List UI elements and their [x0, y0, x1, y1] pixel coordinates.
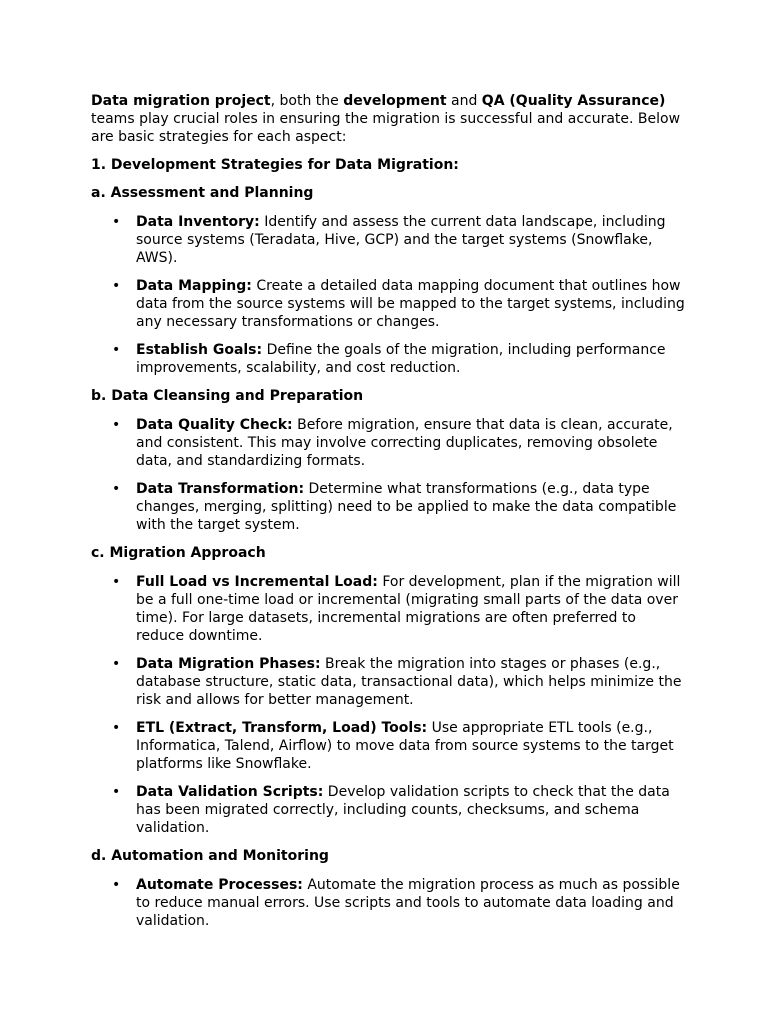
item-label: Automate Processes: [136, 877, 303, 893]
intro-text-1: , both the [270, 93, 344, 109]
intro-development-term: development [343, 93, 447, 109]
item-text: Identify and assess the current data landscape, including source systems (Teradata, Hive, GCP) and the target systems (Snowflake, AWS). [136, 214, 666, 266]
item-text: For development, plan if the migration will be a full one-time load or incremental (migrating small parts of the data over time). For large datasets, incremental migrations are often preferred to reduce downtime. [136, 574, 681, 644]
section-b-heading: b. Data Cleansing and Preparation [91, 388, 364, 404]
list-item [136, 655, 686, 709]
section-c-heading: c. Migration Approach [91, 545, 266, 561]
list-item [136, 719, 686, 773]
item-text: Define the goals of the migration, including performance improvements, scalability, and cost reduction. [136, 342, 666, 376]
item-text: Develop validation scripts to check that the data has been migrated correctly, including counts, checksums, and schema validation. [136, 784, 670, 836]
item-text: Create a detailed data mapping document that outlines how data from the source systems will be mapped to the target systems, including any necessary transformations or changes. [136, 278, 685, 330]
item-label: Data Mapping: [136, 278, 252, 294]
intro-qa-term: QA (Quality Assurance) [481, 93, 666, 109]
list-item [136, 416, 686, 470]
item-text: Break the migration into stages or phases (e.g., database structure, static data, transactional data), which helps minimize the risk and allows for better management. [136, 656, 682, 708]
item-label: ETL (Extract, Transform, Load) Tools: [136, 720, 428, 736]
intro-text-3: teams play crucial roles in ensuring the migration is successful and accurate. Below are basic strategies for each aspect: [91, 111, 681, 145]
item-label: Establish Goals: [136, 342, 263, 358]
list-item [136, 341, 686, 377]
section-a-list [91, 213, 686, 377]
list-item [136, 277, 686, 331]
intro-project-term: Data migration project [91, 93, 271, 109]
list-item [136, 213, 686, 267]
item-text: Before migration, ensure that data is clean, accurate, and consistent. This may involve correcting duplicates, removing obsolete data, and standardizing formats. [136, 417, 673, 469]
list-item [136, 480, 686, 534]
section-c-list [91, 573, 686, 837]
section-d-heading: d. Automation and Monitoring [91, 848, 329, 864]
item-text: Use appropriate ETL tools (e.g., Informatica, Talend, Airflow) to move data from source systems to the target platforms like Snowflake. [136, 720, 674, 772]
section-b-list [91, 416, 686, 534]
list-item [136, 783, 686, 837]
main-heading: 1. Development Strategies for Data Migration: [91, 157, 459, 173]
item-label: Data Transformation: [136, 481, 305, 497]
item-text: Determine what transformations (e.g., data type changes, merging, splitting) need to be applied to make the data compatible with the target system. [136, 481, 677, 533]
item-label: Data Quality Check: [136, 417, 293, 433]
item-label: Data Validation Scripts: [136, 784, 324, 800]
item-label: Data Migration Phases: [136, 656, 321, 672]
item-label: Data Inventory: [136, 214, 260, 230]
section-a-heading: a. Assessment and Planning [91, 185, 314, 201]
item-text: Automate the migration process as much as possible to reduce manual errors. Use scripts and tools to automate data loading and validation. [136, 877, 680, 929]
section-d-list [91, 876, 686, 930]
list-item [136, 573, 686, 645]
intro-text-2: and [446, 93, 482, 109]
item-label: Full Load vs Incremental Load: [136, 574, 378, 590]
intro-paragraph [91, 92, 686, 146]
list-item [136, 876, 686, 930]
